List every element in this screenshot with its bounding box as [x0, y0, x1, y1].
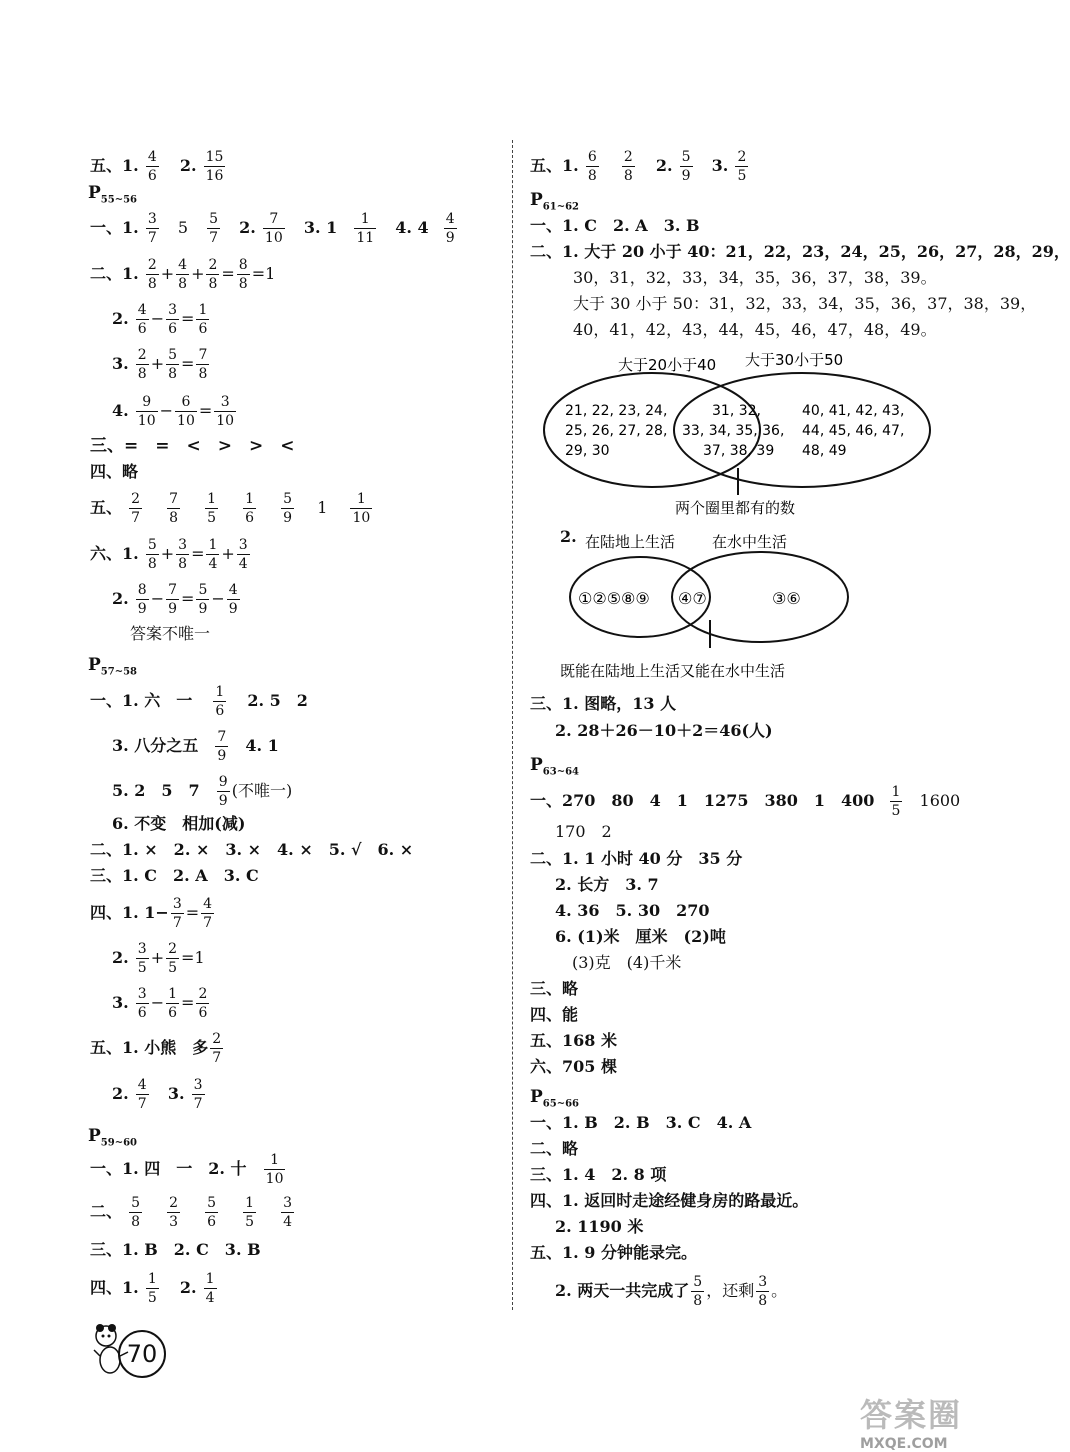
answer-line: 六、1. $\frac{5}{8}$ + $\frac{3}{8}$ = $\frac{1}{4}$ + $\frac{3}{4}$	[90, 537, 248, 572]
answer-line: 二、1. 大于 20 小于 40：21，22，23，24，25，26，27，28，29，	[530, 242, 1070, 261]
answer-line: 一、1. 四 一 2. 十 $\frac{1}{10}$	[90, 1152, 284, 1187]
answer-line: 170 2	[555, 822, 612, 841]
venn-right-line: 40, 41, 42, 43,	[802, 403, 905, 419]
venn-left-line: 29, 30	[565, 443, 610, 459]
answer-line: 五、1. $\frac{4}{6}$ 2. $\frac{15}{16}$	[90, 149, 224, 184]
answer-line: 4. $\frac{9}{10}$ − $\frac{6}{10}$ = $\frac{3}{10}$	[112, 394, 235, 429]
venn-label-left: 大于20小于40	[618, 356, 717, 374]
answer-line: 四、能	[530, 1005, 579, 1024]
venn-mid-items: ④⑦	[678, 589, 707, 608]
answer-line: 2. $\frac{8}{9}$ − $\frac{7}{9}$ = $\frac{5}{9}$ − $\frac{4}{9}$	[112, 582, 238, 617]
answer-line: 一、1. $\frac{3}{7}$ 5 $\frac{5}{7}$ 2. $\frac{7}{10}$ 3. 1 $\frac{1}{11}$ 4. 4 $\frac{4}{9}$	[90, 211, 455, 246]
answer-line: 四、略	[90, 462, 139, 481]
watermark-logo	[860, 1390, 990, 1452]
answer-line: 二、1. 1 小时 40 分 35 分	[530, 849, 743, 868]
answer-line: 6. (1)米 厘米 (2)吨	[555, 927, 726, 946]
answer-line: 三、= = < > > <	[90, 436, 295, 456]
answer-line: 六、705 棵	[530, 1057, 617, 1076]
venn-right-line: 48, 49	[802, 443, 847, 459]
answer-line: 一、1. 六 一 $\frac{1}{6}$ 2. 5 2	[90, 684, 308, 719]
venn-diagram-animals	[560, 530, 890, 685]
answer-note: 答案不唯一	[130, 624, 211, 643]
answer-line: 五、1. 9 分钟能录完。	[530, 1243, 697, 1262]
venn-label-left: 在陆地上生活	[585, 533, 676, 551]
venn-diagram-numbers	[540, 345, 940, 525]
page-range-heading: $P_{59\sim 60}$	[88, 1126, 138, 1149]
venn-left-line: 25, 26, 27, 28,	[565, 423, 668, 439]
page-number: 70	[118, 1330, 166, 1378]
answer-line: 二、 $\frac{5}{8}$ $\frac{2}{3}$ $\frac{5}{6}$ $\frac{1}{5}$ $\frac{3}{4}$	[90, 1195, 293, 1230]
answer-line: 二、1. $\frac{2}{8}$ + $\frac{4}{8}$ + $\frac{2}{8}$ = $\frac{8}{8}$ =1	[90, 257, 276, 292]
answer-line: 一、1. B 2. B 3. C 4. A	[530, 1113, 752, 1132]
answer-line: 30，31，32，33，34，35，36，37，38，39。	[573, 268, 937, 287]
page-range-heading: $P_{57\sim 58}$	[88, 655, 138, 678]
answer-line: 2. 28＋26－10＋2＝46(人)	[555, 721, 773, 740]
answer-line: 二、1. × 2. × 3. × 4. × 5. √ 6. ×	[90, 840, 414, 859]
fraction: $\frac{4}{6}$	[147, 149, 157, 184]
answer-line: 3. $\frac{3}{6}$ − $\frac{1}{6}$ = $\frac{2}{6}$	[112, 986, 208, 1021]
venn-mid-line: 37, 38, 39	[703, 443, 775, 459]
answer-line: 4. 36 5. 30 270	[555, 901, 710, 920]
page-range-heading: $P_{61\sim 62}$	[530, 190, 580, 213]
answer-line: 6. 不变 相加(减)	[112, 814, 246, 833]
venn-right-line: 44, 45, 46, 47,	[802, 423, 905, 439]
answer-line: 四、1. 返回时走途经健身房的路最近。	[530, 1191, 809, 1210]
answer-line: 四、1. 1− $\frac{3}{7}$ = $\frac{4}{7}$	[90, 896, 213, 931]
answer-line: 三、1. 图略，13 人	[530, 694, 677, 713]
answer-line: 五、1. $\frac{6}{8}$ $\frac{2}{8}$ 2. $\frac{5}{9}$ 3. $\frac{2}{5}$	[530, 149, 747, 184]
answer-line: 2. $\frac{4}{6}$ − $\frac{3}{6}$ = $\frac{1}{6}$	[112, 302, 208, 337]
answer-line: 2. 两天一共完成了 $\frac{5}{8}$ ，还剩 $\frac{3}{8}$ 。	[555, 1274, 788, 1309]
venn-mid-line: 31, 32,	[712, 403, 761, 419]
answer-line: 三、1. C 2. A 3. C	[90, 866, 259, 885]
question-label: 五、1.	[90, 156, 139, 175]
answer-line: 二、略	[530, 1139, 579, 1158]
venn-caption: 既能在陆地上生活又能在水中生活	[560, 662, 786, 680]
answer-line: 3. 八分之五 $\frac{7}{9}$ 4. 1	[112, 729, 279, 764]
answer-line: 2. 1190 米	[555, 1217, 644, 1236]
watermark-url: MXQE.COM	[860, 1436, 948, 1452]
page-range-heading: $P_{65\sim 66}$	[530, 1087, 580, 1110]
page-range-heading: $P_{55\sim 56}$	[88, 183, 138, 206]
venn-label-right: 在水中生活	[712, 533, 788, 551]
venn-left-items: ①②⑤⑧⑨	[578, 589, 650, 608]
answer-line: 2. $\frac{3}{5}$ + $\frac{2}{5}$ =1	[112, 941, 205, 976]
fraction: $\frac{15}{16}$	[205, 149, 224, 184]
answer-line: 一、270 80 4 1 1275 380 1 400 $\frac{1}{5}$ 1600	[530, 784, 961, 819]
venn-caption: 两个圈里都有的数	[675, 499, 796, 517]
answer-line: (3)克 (4)千米	[572, 953, 682, 972]
venn-label-right: 大于30小于50	[745, 351, 844, 369]
answer-line: 五、1. 小熊 多 $\frac{2}{7}$	[90, 1031, 222, 1066]
answer-line: 3. $\frac{2}{8}$ + $\frac{5}{8}$ = $\frac{7}{8}$	[112, 347, 208, 382]
answer-line: 一、1. C 2. A 3. B	[530, 216, 700, 235]
column-divider	[512, 140, 513, 1310]
venn-right-items: ③⑥	[772, 589, 801, 608]
question-label: 2.	[560, 527, 577, 546]
answer-line: 40，41，42，43，44，45，46，47，48，49。	[573, 320, 937, 339]
answer-line: 四、1. $\frac{1}{5}$ 2. $\frac{1}{4}$	[90, 1271, 215, 1306]
answer-line: 5. 2 5 7 $\frac{9}{9}$ (不唯一)	[112, 774, 293, 809]
venn-left-line: 21, 22, 23, 24,	[565, 403, 668, 419]
watermark-chars: 答案圈	[860, 1396, 963, 1434]
page-range-heading: $P_{63\sim 64}$	[530, 755, 580, 778]
answer-line: 三、略	[530, 979, 579, 998]
answer-line: 五、 $\frac{2}{7}$ $\frac{7}{8}$ $\frac{1}{5}$ $\frac{1}{6}$ $\frac{5}{9}$ 1 $\frac{1}{10}$	[90, 491, 371, 526]
answer-line: 三、1. B 2. C 3. B	[90, 1240, 261, 1259]
answer-line: 2. 长方 3. 7	[555, 875, 659, 894]
venn-mid-line: 33, 34, 35, 36,	[682, 423, 785, 439]
answer-line: 三、1. 4 2. 8 项	[530, 1165, 667, 1184]
answer-line: 五、168 米	[530, 1031, 617, 1050]
answer-line: 2. $\frac{4}{7}$ 3. $\frac{3}{7}$	[112, 1077, 203, 1112]
answer-line: 大于 30 小于 50：31，32，33，34，35，36，37，38，39，	[573, 294, 1037, 313]
